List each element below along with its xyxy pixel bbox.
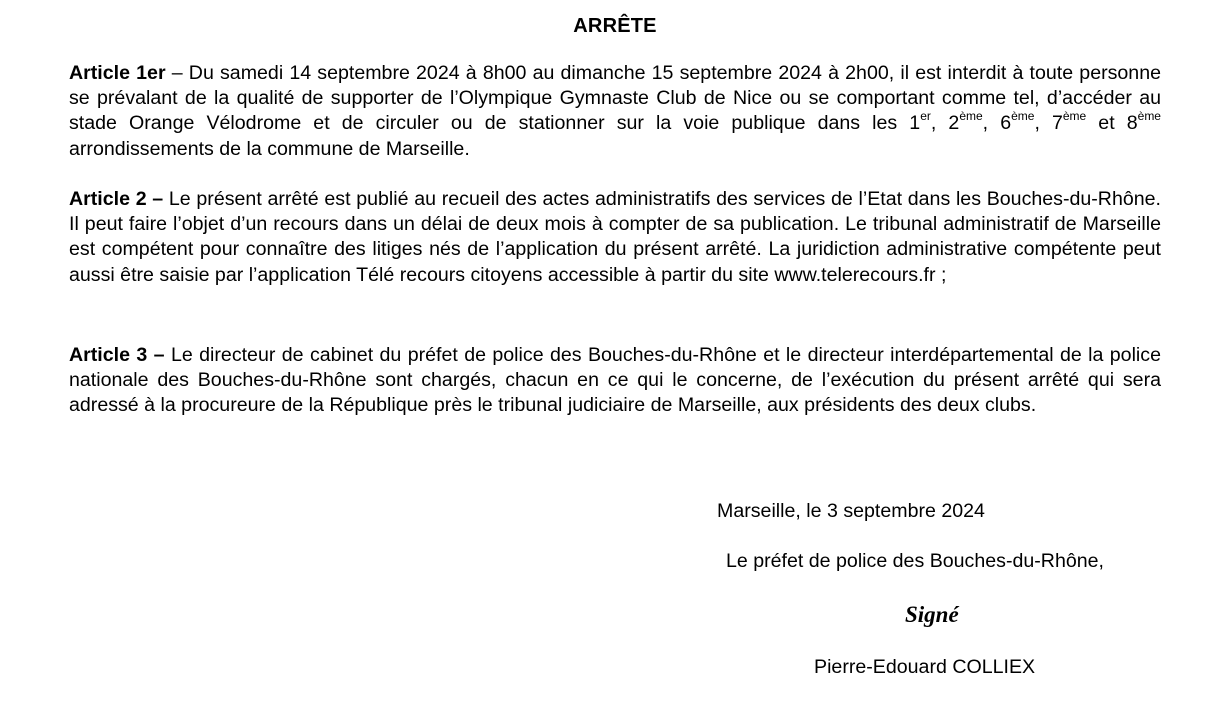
ordinal-7-number: 7 (1051, 112, 1063, 135)
article-2 (69, 187, 1161, 288)
article-3-label: Article 3 – (69, 344, 165, 366)
ordinal-2-number: 2 (948, 112, 960, 135)
article-3-text: Le directeur de cabinet du préfet de police des Bouches-du-Rhône et le directeur interdépartemental de la police nationale des Bouches-du-Rhône sont chargés, chacun en ce qui le concerne, de l’exécution du présent arrêté qui sera adressé à la procureure de la République près le tribunal judiciaire de Marseille, aux présidents des deux clubs. (69, 344, 1161, 417)
ordinal-8-suffix: ème (1137, 108, 1161, 123)
ordinal-2-suffix: ème (959, 108, 983, 123)
ordinal-6 (1000, 108, 1052, 135)
signatory-name: Pierre-Edouard COLLIEX (814, 656, 1036, 678)
article-1-text-a: – Du samedi 14 septembre 2024 à 8h00 au dimanche 15 septembre 2024 à 2h00, il est interdit à toute personne se prévalant de la qualité de supporter de l’Olympique Gymnaste Club de Nice ou se comportant comme tel, d’accéder au stade Orange Vélodrome et de circuler ou de stationner sur la voie publique dans les (69, 62, 1161, 135)
ordinal-2-separator: , (982, 112, 1001, 135)
article-2-text: Le présent arrêté est publié au recueil des actes administratifs des services de l’Etat dans les Bouches-du-Rhône. Il peut faire l’objet d’un recours dans un délai de deux mois à compter de sa publication. Le tribunal administratif de Marseille est compétent pour connaître des litiges nés de l’application du présent arrêté. La juridiction administrative compétente peut aussi être saisie par l’application Télé recours citoyens accessible à partir du site www.telerecours.fr ; (69, 188, 1161, 286)
article-1 (69, 61, 1161, 162)
ordinal-7 (1051, 108, 1127, 135)
ordinal-6-number: 6 (1000, 112, 1012, 135)
ordinal-1-separator: , (930, 112, 949, 135)
ordinal-1 (909, 108, 949, 135)
ordinal-7-separator: et (1086, 112, 1127, 135)
document-title: ARRÊTE (573, 15, 657, 37)
ordinal-7-suffix: ème (1062, 108, 1087, 123)
signature-signed-mark: Signé (905, 602, 959, 627)
ordinal-6-separator: , (1034, 112, 1052, 135)
ordinal-1-number: 1 (909, 112, 921, 135)
article-2-label: Article 2 – (69, 188, 164, 210)
article-1-text-b: arrondissements de la commune de Marseille. (69, 137, 470, 160)
article-1-label: Article 1er (69, 62, 166, 84)
ordinal-2 (948, 108, 1001, 135)
ordinal-6-suffix: ème (1011, 108, 1035, 123)
article-3 (69, 343, 1161, 419)
signature-role: Le préfet de police des Bouches-du-Rhône, (726, 550, 1104, 572)
signature-place-date: Marseille, le 3 septembre 2024 (717, 500, 985, 522)
ordinal-8 (1126, 108, 1161, 135)
ordinal-1-suffix: er (920, 108, 931, 123)
ordinal-8-number: 8 (1126, 112, 1138, 135)
